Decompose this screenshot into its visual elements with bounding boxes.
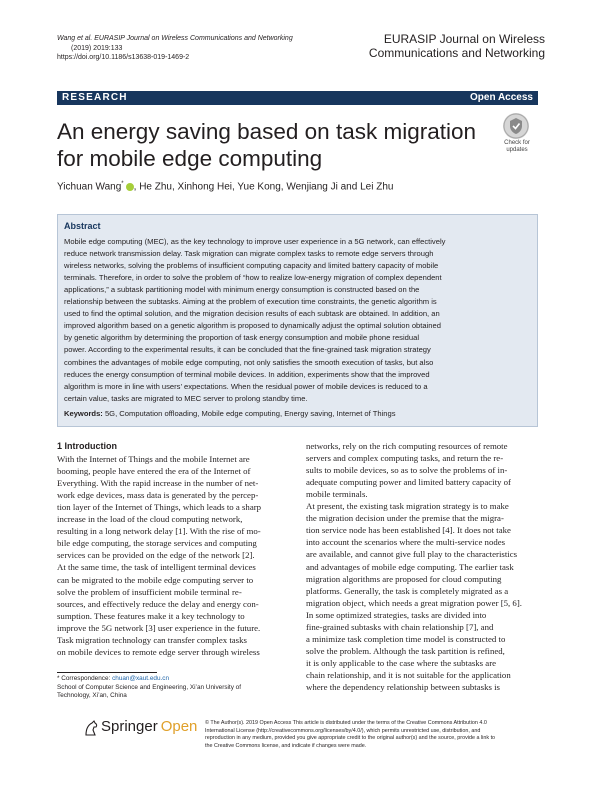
- springer-word: Springer: [101, 718, 158, 735]
- body-line: networks, rely on the rich computing resources of remote: [306, 441, 508, 451]
- abstract-line: certain value, tasks are migrated to MEC server to prolong standby time.: [64, 393, 308, 403]
- body-line: At present, the existing task migration strategy is to make: [306, 501, 509, 512]
- body-line: bile edge computing, the storage services and computing: [57, 538, 257, 549]
- abstract-line: applications,” a subtask partitioning model with minimum energy consumption is constructed based on the: [64, 285, 420, 295]
- open-word: Open: [160, 718, 198, 735]
- body-line: adequate computing power and limited battery capacity of: [306, 477, 511, 488]
- body-line: and advantages of mobile edge computing. The earlier task: [306, 561, 514, 572]
- body-line: resulting in a long network delay [1]. With the rise of mo-: [57, 526, 261, 537]
- corresponding-mark: *: [121, 181, 124, 187]
- author-names-rest: , He Zhu, Xinhong Hei, Yue Kong, Wenjiang Ji and Lei Zhu: [133, 181, 394, 193]
- journal-name-line: Communications and Networking: [368, 45, 545, 60]
- body-line: services can be provided on the edge of the network [2].: [57, 550, 255, 561]
- body-line: In some optimized strategies, tasks are divided into: [306, 609, 487, 620]
- body-line: solve the problem of insufficient mobile terminal re-: [57, 586, 242, 597]
- body-line: At the same time, the task of intelligent terminal devices: [57, 562, 256, 573]
- orcid-icon[interactable]: [126, 183, 134, 191]
- check-updates-text: [496, 140, 538, 154]
- springer-open-wordmark: [101, 718, 197, 735]
- badge-line: Check for: [504, 140, 530, 146]
- affiliation-line: School of Computer Science and Engineering, Xi’an University of: [57, 684, 242, 691]
- body-line: booming, people have entered the era of the Internet of: [57, 466, 251, 477]
- copyright-line: reproduction in any medium, provided you give appropriate credit to the original author(s) and the source, provide a link to: [205, 735, 496, 742]
- article-type-label: RESEARCH: [62, 92, 128, 103]
- affiliation-line: Technology, Xi’an, China: [57, 692, 127, 699]
- section-heading: 1 Introduction: [57, 441, 117, 451]
- check-for-updates-badge[interactable]: [496, 113, 538, 155]
- body-line: increase in the load of the cloud computing network,: [57, 514, 243, 525]
- body-line: chain relationship, and it is not suitable for the application: [306, 669, 511, 680]
- body-line: the migration decision under the premise that the migra-: [306, 513, 504, 524]
- body-line: Everything. With the rapid increase in the number of net-: [57, 478, 259, 489]
- body-line: a minimize task completion time model is constructed to: [306, 633, 506, 644]
- body-line: migration algorithms are proposed for cloud computing: [306, 573, 502, 584]
- copyright-line: © The Author(s). 2019 Open Access This article is distributed under the terms of the Creative Commons Attribution 4.0: [205, 720, 487, 726]
- body-line: servers and complex computing tasks, and return the re-: [306, 453, 504, 464]
- body-line: sults to mobile devices, so as to solve the problems of in-: [306, 465, 508, 476]
- article-title: [57, 118, 477, 172]
- abstract-line: improved algorithm based on a genetic algorithm is proposed to dynamically adjust the optimal solution obtained: [64, 321, 441, 331]
- open-access-label: Open Access: [470, 92, 533, 103]
- keywords-label: Keywords:: [64, 409, 103, 418]
- author-name[interactable]: Yichuan Wang: [57, 181, 122, 193]
- journal-name-line: EURASIP Journal on Wireless: [383, 32, 545, 46]
- abstract-line: reduce network transmission delay. Task migration can migrate complex tasks to remote edge servers through: [64, 249, 434, 259]
- citation-line: Wang et al. EURASIP Journal on Wireless Communications and Networking: [57, 35, 293, 42]
- body-line: fine-grained subtasks with chain relationship [7], and: [306, 621, 494, 632]
- springer-horse-icon: [84, 720, 98, 736]
- body-line: work edge devices, mass data is generated by the percep-: [57, 490, 259, 501]
- abstract-line: by genetic algorithm by determining the proportion of task energy consumption and mobile phone residual: [64, 333, 420, 343]
- body-line: tion layer of the Internet of Things, which leads to a sharp: [57, 502, 262, 513]
- abstract-line: terminals. Therefore, in order to solve the problem of “how to realize low-energy migration of complex dependent: [64, 273, 442, 283]
- keywords-list: 5G, Computation offloading, Mobile edge computing, Energy saving, Internet of Things: [104, 409, 396, 418]
- keywords: [64, 409, 396, 418]
- abstract-line: Mobile edge computing (MEC), as the key technology to improve user experience in a 5G network, can effectively: [64, 237, 446, 246]
- check-updates-icon: [503, 113, 529, 139]
- citation-block: [57, 34, 293, 63]
- abstract-line: relationship between the subtasks. Aiming at the problem of execution time constraints, the genetic algorithm is: [64, 297, 437, 307]
- body-line: are available, and cannot give full play to the characteristics: [306, 549, 518, 560]
- journal-name: [340, 33, 545, 60]
- abstract-line: wireless networks, solving the problems of insufficient computing capacity and limited battery capacity of mobile: [64, 261, 439, 271]
- abstract-line: reduces the energy consumption of terminal mobile devices. In addition, experiments show that the improved: [64, 369, 430, 379]
- abstract-heading: Abstract: [64, 221, 101, 231]
- title-line: for mobile edge computing: [57, 146, 323, 171]
- body-line: improve the 5G network [3] user experience in the future.: [57, 622, 261, 633]
- email-link[interactable]: chuan@xaut.edu.cn: [112, 675, 170, 682]
- body-line: sumption. These features make it a key technology to: [57, 610, 245, 621]
- author-list: [57, 181, 393, 192]
- body-line: tion service node has been established [4]. It does not take: [306, 525, 511, 536]
- body-line: Task migration technology can transfer complex tasks: [57, 634, 247, 645]
- body-line: into account the scenarios where the multi-service nodes: [306, 537, 506, 548]
- footnote-divider: [57, 672, 157, 673]
- body-line: platforms. Generally, the task is completely migrated as a: [306, 585, 509, 596]
- badge-line: updates: [506, 147, 528, 153]
- correspondence-line: [57, 675, 287, 682]
- body-line: With the Internet of Things and the mobile Internet are: [57, 454, 250, 464]
- body-line: solve the problem. Although the task partition is refined,: [306, 645, 505, 656]
- body-line: sources, and effectively reduce the delay and energy con-: [57, 598, 259, 609]
- abstract-line: algorithm is more in line with users’ expectations. When the residual power of mobile devices is reduced to a: [64, 381, 428, 391]
- body-line: where the dependency relationship between subtasks is: [306, 682, 500, 692]
- copyright-line: International License (http://creativecommons.org/licenses/by/4.0/), which permits unrestricted use, distribution, and: [205, 727, 481, 734]
- abstract-line: used to find the optimal solution, and the migration decision results of each subtask are obtained. In addition, an: [64, 309, 440, 319]
- doi-link[interactable]: https://doi.org/10.1186/s13638-019-1469-2: [57, 54, 190, 61]
- body-line: migration object, which needs a great migration power [5, 6].: [306, 597, 522, 608]
- body-line: it is only applicable to the case where the subtasks are: [306, 657, 497, 668]
- abstract-line: combines the advantages of mobile edge computing, not only satisfies the smooth execution of tasks, but also: [64, 357, 434, 367]
- copyright-line: the Creative Commons license, and indicate if changes were made.: [205, 742, 367, 749]
- title-line: An energy saving based on task migration: [57, 119, 476, 144]
- correspondence-label: * Correspondence:: [57, 675, 113, 682]
- abstract-line: power. According to the experimental results, it can be concluded that the fine-grained task migration strategy: [64, 345, 431, 355]
- body-line: on mobile devices to remote edge server through wireless: [57, 646, 260, 657]
- body-line: mobile terminals.: [306, 489, 368, 500]
- citation-line: (2019) 2019:133: [71, 44, 123, 52]
- body-line: can be migrated to the mobile edge computing server to: [57, 574, 254, 585]
